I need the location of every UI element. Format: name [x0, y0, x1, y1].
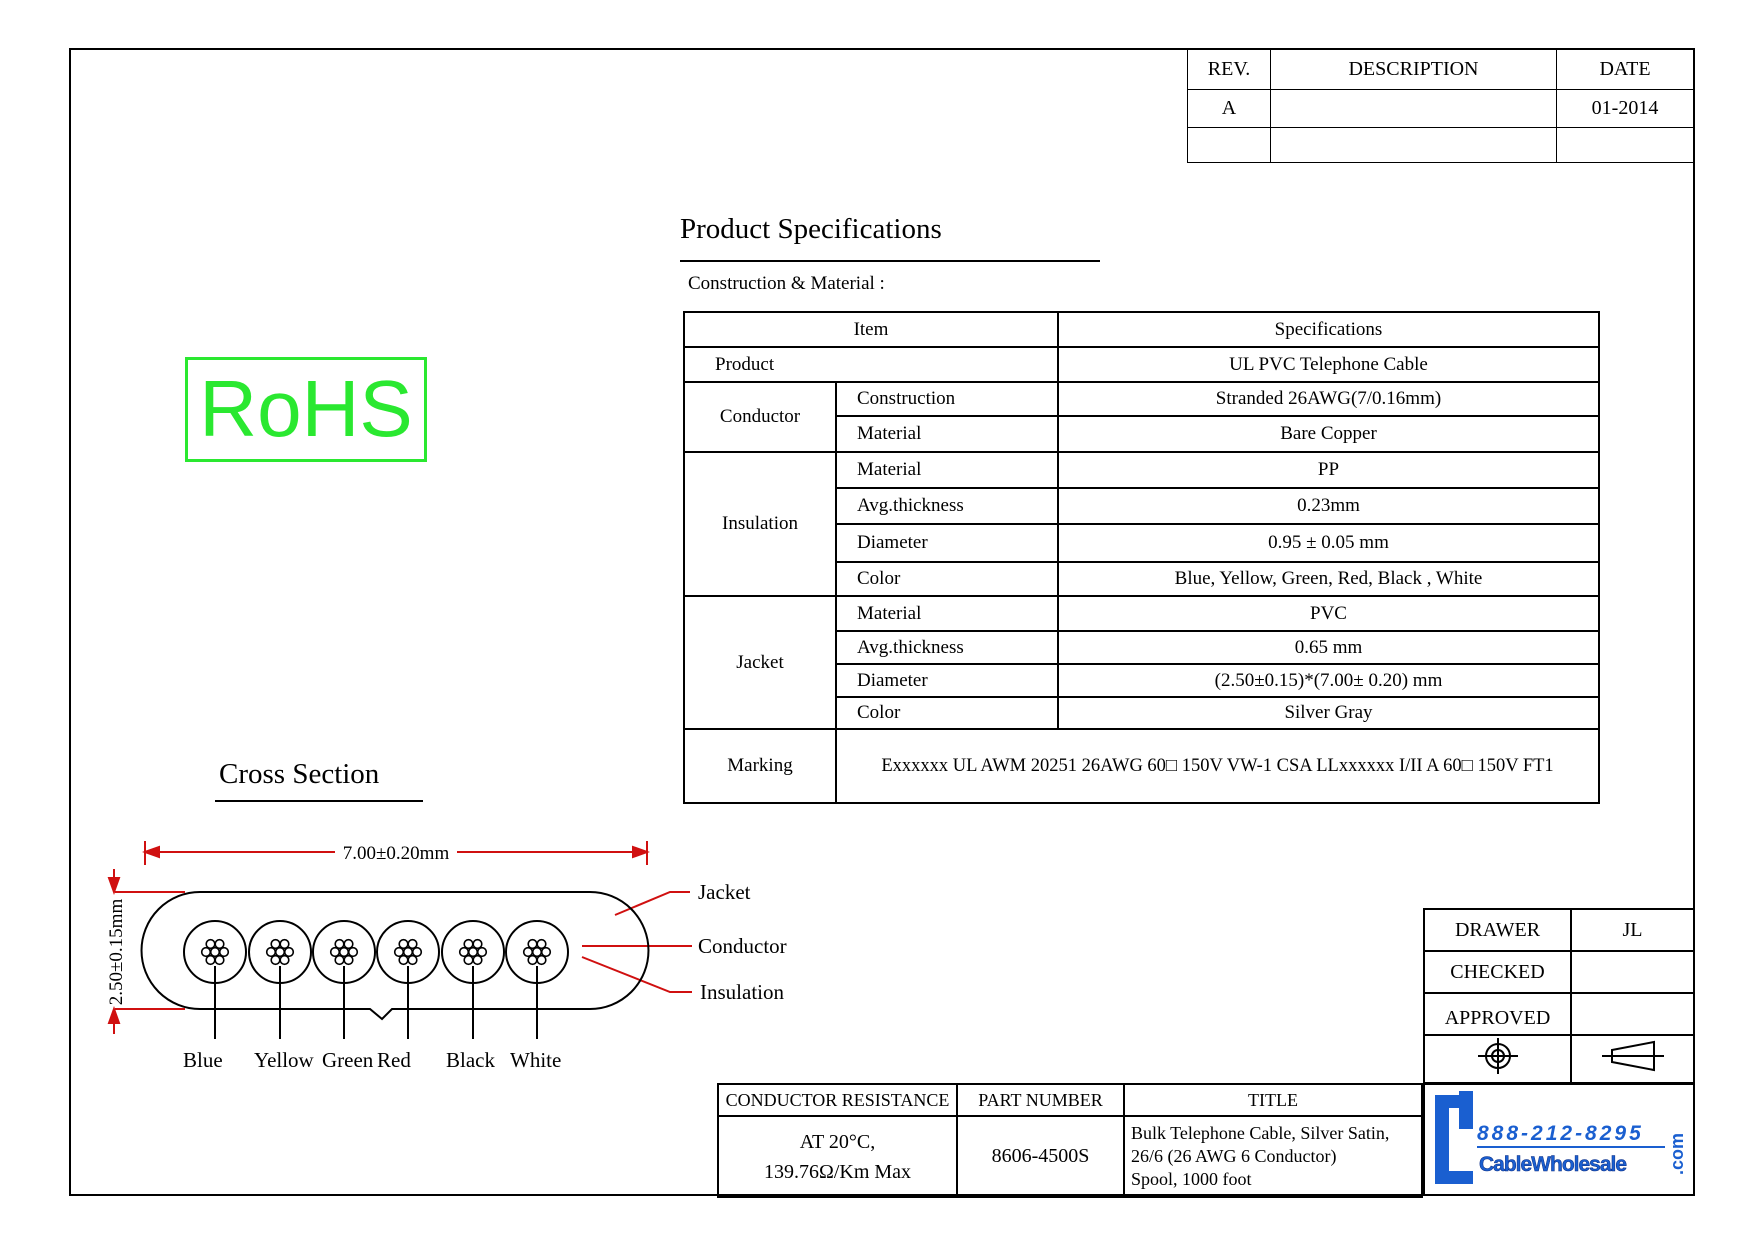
insulation-thickness-label: Avg.thickness — [836, 488, 1058, 524]
title-line-2: 26/6 (26 AWG 6 Conductor) — [1131, 1146, 1337, 1166]
spec-subtitle: Construction & Material : — [688, 273, 885, 294]
approved-label: APPROVED — [1424, 993, 1571, 1035]
revision-table — [1187, 49, 1694, 163]
jacket-callout: Jacket — [698, 880, 751, 904]
description-header: DESCRIPTION — [1271, 50, 1557, 90]
projection-symbol-cell — [1424, 1035, 1571, 1083]
rev-empty — [1188, 128, 1271, 163]
drawer-value: JL — [1571, 909, 1694, 951]
drawer-label: DRAWER — [1424, 909, 1571, 951]
height-arrow-bottom — [109, 1009, 119, 1023]
conductor-strand — [413, 948, 422, 957]
conductor-strand — [215, 940, 224, 949]
cross-section-title: Cross Section — [219, 758, 380, 790]
conductor-strand — [211, 948, 220, 957]
color-label-red: Red — [377, 1048, 411, 1072]
width-arrow-left — [145, 847, 159, 857]
logo-domain: .com — [1667, 1132, 1687, 1175]
conductor-strand — [537, 940, 546, 949]
conductor-strand — [220, 948, 229, 957]
conductor-strand — [344, 940, 353, 949]
jacket-label: Jacket — [684, 596, 836, 729]
conductor-yellow — [249, 921, 311, 1039]
resistance-header: CONDUCTOR RESISTANCE — [718, 1084, 957, 1116]
conductor-strand — [271, 956, 280, 965]
signoff-table — [1423, 908, 1695, 1084]
conductor-strand — [408, 956, 417, 965]
jacket-material-label: Material — [836, 596, 1058, 631]
spec-header: Specifications — [1058, 312, 1599, 347]
resistance-line-1: AT 20°C, — [799, 1130, 876, 1153]
jacket-color-label: Color — [836, 697, 1058, 729]
conductor-strand — [395, 948, 404, 957]
jacket-diameter-value: (2.50±0.15)*(7.00± 0.20) mm — [1058, 664, 1599, 697]
spec-table — [683, 311, 1600, 804]
insulation-color-label: Color — [836, 562, 1058, 596]
conductor-callout: Conductor — [698, 934, 787, 958]
conductor-strand — [478, 948, 487, 957]
title-header: TITLE — [1124, 1084, 1422, 1116]
conductor-strand — [285, 948, 294, 957]
conductor-strand — [399, 956, 408, 965]
conductor-strand — [464, 940, 473, 949]
conductor-strand — [460, 948, 469, 957]
color-label-yellow: Yellow — [254, 1048, 314, 1072]
description-value — [1271, 90, 1557, 128]
conductor-strand — [276, 948, 285, 957]
conductor-strand — [206, 940, 215, 949]
conductor-strand — [202, 948, 211, 957]
title-line-1: Bulk Telephone Cable, Silver Satin, — [1131, 1123, 1390, 1143]
description-empty — [1271, 128, 1557, 163]
conductor-strand — [215, 956, 224, 965]
color-label-white: White — [510, 1048, 562, 1072]
insulation-material-label: Material — [836, 452, 1058, 488]
conductor-strand — [473, 956, 482, 965]
conductor-strand — [464, 956, 473, 965]
conductor-strand — [469, 948, 478, 957]
cablewholesale-logo — [1425, 1085, 1693, 1194]
checked-value — [1571, 951, 1694, 993]
color-label-black: Black — [446, 1048, 495, 1072]
conductor-strand — [537, 956, 546, 965]
rohs-logo: RoHS — [185, 357, 427, 462]
height-arrow-top — [109, 878, 119, 892]
conductor-red — [377, 921, 439, 1039]
date-empty — [1557, 128, 1694, 163]
width-dimension-label: 7.00±0.20mm — [342, 843, 450, 864]
width-arrow-right — [633, 847, 647, 857]
jacket-diameter-label: Diameter — [836, 664, 1058, 697]
conductor-strand — [331, 948, 340, 957]
rev-header: REV. — [1188, 50, 1271, 90]
marking-value: Exxxxxx UL AWM 20251 26AWG 60□ 150V VW-1 CSA LLxxxxxx I/II A 60□ 150V FT1 — [836, 729, 1599, 803]
conductor-strand — [542, 948, 551, 957]
checked-label: CHECKED — [1424, 951, 1571, 993]
company-logo-box — [1423, 1083, 1695, 1196]
item-header: Item — [684, 312, 1058, 347]
conductor-strand — [404, 948, 413, 957]
conductor-blue — [184, 921, 246, 1039]
insulation-color-value: Blue, Yellow, Green, Red, Black , White — [1058, 562, 1599, 596]
jacket-thickness-value: 0.65 mm — [1058, 631, 1599, 664]
conductor-strand — [524, 948, 533, 957]
conductor-strand — [335, 956, 344, 965]
conductor-strand — [533, 948, 542, 957]
insulation-material-value: PP — [1058, 452, 1599, 488]
conductor-strand — [335, 940, 344, 949]
conductor-construction-value: Stranded 26AWG(7/0.16mm) — [1058, 382, 1599, 416]
conductor-white — [506, 921, 568, 1039]
insulation-callout: Insulation — [700, 980, 784, 1004]
logo-phone: 888-212-8295 — [1477, 1122, 1644, 1145]
conductor-strand — [280, 956, 289, 965]
product-label: Product — [684, 347, 1058, 382]
conductor-construction-label: Construction — [836, 382, 1058, 416]
conductor-strand — [206, 956, 215, 965]
title-line-3: Spool, 1000 foot — [1131, 1169, 1252, 1189]
conductor-label: Conductor — [684, 382, 836, 452]
conductor-strand — [408, 940, 417, 949]
color-label-blue: Blue — [183, 1048, 223, 1072]
date-value: 01-2014 — [1557, 90, 1694, 128]
conductor-strand — [271, 940, 280, 949]
spec-title: Product Specifications — [680, 213, 942, 245]
projection-cone-cell — [1571, 1035, 1694, 1083]
part-number-value: 8606-4500S — [957, 1116, 1124, 1197]
resistance-value — [718, 1116, 957, 1197]
target-icon — [1468, 1036, 1528, 1076]
spec-title-underline — [680, 260, 1100, 262]
conductor-strand — [528, 940, 537, 949]
conductor-strand — [528, 956, 537, 965]
jacket-thickness-label: Avg.thickness — [836, 631, 1058, 664]
conductor-strand — [280, 940, 289, 949]
cross-section-drawing — [95, 835, 825, 1090]
conductor-green — [313, 921, 375, 1039]
approved-value — [1571, 993, 1694, 1035]
title-block — [717, 1083, 1423, 1198]
title-value — [1124, 1116, 1422, 1197]
date-header: DATE — [1557, 50, 1694, 90]
resistance-line-2: 139.76Ω/Km Max — [763, 1160, 912, 1183]
conductor-material-label: Material — [836, 416, 1058, 452]
product-value: UL PVC Telephone Cable — [1058, 347, 1599, 382]
conductor-strand — [340, 948, 349, 957]
cross-section-underline — [215, 800, 423, 802]
marking-label: Marking — [684, 729, 836, 803]
conductor-strand — [399, 940, 408, 949]
conductor-strand — [349, 948, 358, 957]
color-labels — [183, 1048, 561, 1072]
part-number-header: PART NUMBER — [957, 1084, 1124, 1116]
conductor-strand — [344, 956, 353, 965]
conductor-strand — [267, 948, 276, 957]
insulation-label: Insulation — [684, 452, 836, 596]
jacket-color-value: Silver Gray — [1058, 697, 1599, 729]
height-dimension-label: 2.50±0.15mm — [106, 898, 127, 1006]
conductor-group — [184, 921, 568, 1039]
rev-value: A — [1188, 90, 1271, 128]
color-label-green: Green — [322, 1048, 374, 1072]
cone-icon — [1598, 1036, 1668, 1076]
jacket-material-value: PVC — [1058, 596, 1599, 631]
insulation-diameter-value: 0.95 ± 0.05 mm — [1058, 524, 1599, 562]
conductor-black — [442, 921, 504, 1039]
conductor-material-value: Bare Copper — [1058, 416, 1599, 452]
insulation-diameter-label: Diameter — [836, 524, 1058, 562]
conductor-strand — [473, 940, 482, 949]
logo-brand: CableWholesale — [1479, 1153, 1627, 1176]
insulation-thickness-value: 0.23mm — [1058, 488, 1599, 524]
